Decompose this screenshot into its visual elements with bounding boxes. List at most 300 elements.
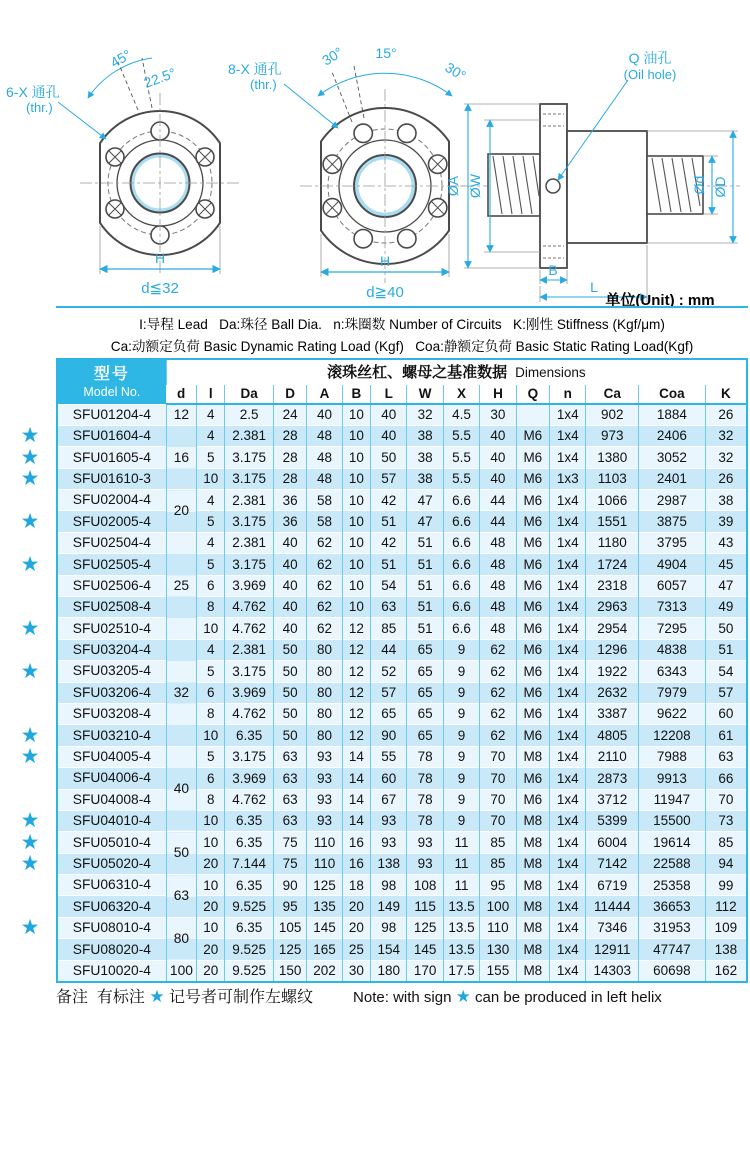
table-row bbox=[57, 490, 747, 511]
cell-l: 6 bbox=[197, 682, 225, 703]
cell-Q: M6 bbox=[516, 597, 549, 618]
cell-Da: 6.35 bbox=[225, 832, 274, 853]
cell-H: 48 bbox=[480, 554, 516, 575]
cell-A: 80 bbox=[307, 661, 342, 682]
cell-K: 54 bbox=[705, 661, 747, 682]
cell-H: 48 bbox=[480, 532, 516, 553]
cell-L: 98 bbox=[371, 917, 407, 938]
cell-Coa: 15500 bbox=[639, 810, 706, 831]
cell-Ca: 11444 bbox=[586, 896, 639, 917]
cell-B: 10 bbox=[342, 532, 370, 553]
cell-H: 62 bbox=[480, 703, 516, 724]
cell-X: 6.6 bbox=[443, 618, 479, 639]
cell-H: 30 bbox=[480, 404, 516, 425]
cell-n: 1x4 bbox=[550, 532, 586, 553]
cell-Da: 3.175 bbox=[225, 447, 274, 468]
cell-Ca: 1296 bbox=[586, 639, 639, 660]
cell-l: 5 bbox=[197, 554, 225, 575]
cell-A: 80 bbox=[307, 703, 342, 724]
cell-Coa: 4838 bbox=[639, 639, 706, 660]
left-helix-star-icon: ★ bbox=[20, 552, 40, 576]
cell-K: 49 bbox=[705, 597, 747, 618]
cell-K: 32 bbox=[705, 425, 747, 446]
cell-l: 10 bbox=[197, 832, 225, 853]
cell-L: 42 bbox=[371, 532, 407, 553]
cell-H: 40 bbox=[480, 447, 516, 468]
cell-n: 1x4 bbox=[550, 832, 586, 853]
cell-L: 180 bbox=[371, 960, 407, 981]
cell-L: 52 bbox=[371, 661, 407, 682]
cell-K: 38 bbox=[705, 490, 747, 511]
cell-Coa: 9913 bbox=[639, 768, 706, 789]
cell-model: SFU04005-4 bbox=[57, 746, 166, 767]
cell-l: 10 bbox=[197, 917, 225, 938]
cell-model: SFU04008-4 bbox=[57, 789, 166, 810]
model-no-header bbox=[57, 359, 166, 404]
left-d-range-label: d≦32 bbox=[141, 280, 179, 297]
cell-Q: M8 bbox=[516, 875, 549, 896]
cell-D: 63 bbox=[273, 746, 306, 767]
cell-B: 14 bbox=[342, 789, 370, 810]
cell-H: 85 bbox=[480, 832, 516, 853]
left-helix-star-icon: ★ bbox=[20, 808, 40, 832]
cell-Da: 2.5 bbox=[225, 404, 274, 425]
left-helix-star-icon: ★ bbox=[20, 616, 40, 640]
cell-Coa: 60698 bbox=[639, 960, 706, 981]
cell-D: 40 bbox=[273, 597, 306, 618]
cell-W: 65 bbox=[407, 639, 443, 660]
cell-Da: 3.175 bbox=[225, 468, 274, 489]
left-helix-star-icon: ★ bbox=[20, 423, 40, 447]
left-thr-label: (thr.) bbox=[26, 100, 53, 115]
cell-Ca: 4805 bbox=[586, 725, 639, 746]
cell-B: 20 bbox=[342, 917, 370, 938]
table-row bbox=[57, 468, 747, 489]
oil-hole-zh-label: Q 油孔 bbox=[628, 50, 672, 66]
cell-L: 54 bbox=[371, 575, 407, 596]
cell-Da: 9.525 bbox=[225, 939, 274, 960]
cell-D: 28 bbox=[273, 447, 306, 468]
col-header-H: H bbox=[480, 385, 516, 404]
dia-d-big-label: ØD bbox=[712, 176, 728, 198]
cell-W: 51 bbox=[407, 597, 443, 618]
cell-Ca: 973 bbox=[586, 425, 639, 446]
cell-Q: M8 bbox=[516, 853, 549, 874]
cell-A: 110 bbox=[307, 832, 342, 853]
cell-Da: 4.762 bbox=[225, 789, 274, 810]
cell-n: 1x4 bbox=[550, 917, 586, 938]
cell-D: 105 bbox=[273, 917, 306, 938]
cell-d: 25 bbox=[166, 532, 196, 639]
cell-X: 6.6 bbox=[443, 597, 479, 618]
cell-X: 6.6 bbox=[443, 575, 479, 596]
cell-Da: 2.381 bbox=[225, 532, 274, 553]
technical-diagrams bbox=[0, 0, 750, 310]
table-row bbox=[57, 746, 747, 767]
cell-Coa: 19614 bbox=[639, 832, 706, 853]
cell-H: 62 bbox=[480, 682, 516, 703]
cell-H: 155 bbox=[480, 960, 516, 981]
cell-Coa: 11947 bbox=[639, 789, 706, 810]
cell-model: SFU03208-4 bbox=[57, 703, 166, 724]
cell-l: 4 bbox=[197, 425, 225, 446]
cell-A: 80 bbox=[307, 725, 342, 746]
cell-X: 5.5 bbox=[443, 468, 479, 489]
cell-D: 150 bbox=[273, 960, 306, 981]
cell-H: 130 bbox=[480, 939, 516, 960]
dimensions-header-zh: 滚珠丝杠、螺母之基准数据 bbox=[327, 364, 508, 381]
cell-Coa: 2406 bbox=[639, 425, 706, 446]
cell-model: SFU02505-4 bbox=[57, 554, 166, 575]
cell-Da: 3.175 bbox=[225, 746, 274, 767]
cell-Ca: 1551 bbox=[586, 511, 639, 532]
cell-X: 11 bbox=[443, 853, 479, 874]
cell-B: 10 bbox=[342, 511, 370, 532]
cell-L: 51 bbox=[371, 511, 407, 532]
cell-K: 99 bbox=[705, 875, 747, 896]
cell-n: 1x4 bbox=[550, 575, 586, 596]
col-header-K: K bbox=[705, 385, 747, 404]
cell-W: 65 bbox=[407, 661, 443, 682]
oil-hole-en-label: (Oil hole) bbox=[623, 67, 677, 82]
cell-D: 36 bbox=[273, 490, 306, 511]
cell-D: 50 bbox=[273, 661, 306, 682]
left-h-dim-label: H bbox=[154, 250, 166, 266]
cell-B: 10 bbox=[342, 490, 370, 511]
cell-X: 9 bbox=[443, 725, 479, 746]
cell-B: 10 bbox=[342, 597, 370, 618]
cell-n: 1x4 bbox=[550, 490, 586, 511]
cell-n: 1x4 bbox=[550, 768, 586, 789]
cell-Q: M6 bbox=[516, 532, 549, 553]
cell-L: 98 bbox=[371, 875, 407, 896]
cell-K: 63 bbox=[705, 746, 747, 767]
cell-n: 1x4 bbox=[550, 597, 586, 618]
cell-Q: M6 bbox=[516, 618, 549, 639]
cell-n: 1x4 bbox=[550, 425, 586, 446]
cell-B: 25 bbox=[342, 939, 370, 960]
cell-W: 51 bbox=[407, 575, 443, 596]
cell-L: 60 bbox=[371, 768, 407, 789]
left-helix-star-icon: ★ bbox=[20, 723, 40, 747]
cell-H: 70 bbox=[480, 810, 516, 831]
cell-l: 4 bbox=[197, 532, 225, 553]
cell-H: 62 bbox=[480, 725, 516, 746]
cell-l: 20 bbox=[197, 939, 225, 960]
cell-A: 48 bbox=[307, 468, 342, 489]
cell-W: 93 bbox=[407, 853, 443, 874]
table-row bbox=[57, 447, 747, 468]
cell-L: 85 bbox=[371, 618, 407, 639]
cell-Q: M8 bbox=[516, 917, 549, 938]
left-helix-star-icon: ★ bbox=[20, 445, 40, 469]
cell-n: 1x4 bbox=[550, 725, 586, 746]
cell-X: 6.6 bbox=[443, 511, 479, 532]
cell-X: 4.5 bbox=[443, 404, 479, 425]
cell-Q: M6 bbox=[516, 575, 549, 596]
cell-n: 1x4 bbox=[550, 875, 586, 896]
model-header-en: Model No. bbox=[83, 385, 141, 399]
cell-Da: 2.381 bbox=[225, 425, 274, 446]
cell-D: 28 bbox=[273, 425, 306, 446]
cell-X: 13.5 bbox=[443, 939, 479, 960]
cell-K: 26 bbox=[705, 404, 747, 425]
cell-X: 5.5 bbox=[443, 425, 479, 446]
cell-D: 75 bbox=[273, 853, 306, 874]
cell-d: 20 bbox=[166, 490, 196, 533]
cell-model: SFU02506-4 bbox=[57, 575, 166, 596]
cell-n: 1x4 bbox=[550, 810, 586, 831]
cell-K: 50 bbox=[705, 618, 747, 639]
cell-A: 93 bbox=[307, 810, 342, 831]
cell-Da: 4.762 bbox=[225, 597, 274, 618]
table-row bbox=[57, 853, 747, 874]
cell-l: 8 bbox=[197, 789, 225, 810]
left-helix-star-icon: ★ bbox=[20, 744, 40, 768]
cell-X: 9 bbox=[443, 661, 479, 682]
cell-n: 1x4 bbox=[550, 939, 586, 960]
cell-n: 1x3 bbox=[550, 468, 586, 489]
abbreviation-legend bbox=[56, 306, 748, 358]
cell-Da: 6.35 bbox=[225, 875, 274, 896]
col-header-X: X bbox=[443, 385, 479, 404]
cell-Coa: 7988 bbox=[639, 746, 706, 767]
cell-Ca: 6719 bbox=[586, 875, 639, 896]
cell-model: SFU04010-4 bbox=[57, 810, 166, 831]
cell-W: 38 bbox=[407, 425, 443, 446]
cell-Ca: 5399 bbox=[586, 810, 639, 831]
cell-Q: M6 bbox=[516, 725, 549, 746]
cell-W: 108 bbox=[407, 875, 443, 896]
table-row bbox=[57, 810, 747, 831]
table-row bbox=[57, 917, 747, 938]
middle-holes-label: 8-X 通孔 bbox=[228, 61, 282, 77]
cell-H: 70 bbox=[480, 789, 516, 810]
cell-H: 48 bbox=[480, 618, 516, 639]
cell-X: 9 bbox=[443, 639, 479, 660]
cell-K: 73 bbox=[705, 810, 747, 831]
cell-Q: M6 bbox=[516, 639, 549, 660]
cell-l: 10 bbox=[197, 810, 225, 831]
angle-45-label: 45° bbox=[107, 46, 134, 71]
footnote-note bbox=[56, 984, 750, 1006]
cell-Ca: 6004 bbox=[586, 832, 639, 853]
cell-Coa: 2987 bbox=[639, 490, 706, 511]
cell-Ca: 14303 bbox=[586, 960, 639, 981]
cell-l: 4 bbox=[197, 490, 225, 511]
cell-n: 1x4 bbox=[550, 404, 586, 425]
cell-X: 9 bbox=[443, 746, 479, 767]
cell-Ca: 2873 bbox=[586, 768, 639, 789]
cell-l: 8 bbox=[197, 597, 225, 618]
cell-Da: 4.762 bbox=[225, 618, 274, 639]
cell-D: 50 bbox=[273, 725, 306, 746]
cell-L: 65 bbox=[371, 703, 407, 724]
cell-X: 9 bbox=[443, 682, 479, 703]
angle-15-label: 15° bbox=[375, 45, 397, 61]
footnote-zh-post: 记号者可制作左螺纹 bbox=[164, 989, 314, 1006]
unit-note: 单位(Unit) : mm bbox=[605, 292, 715, 309]
left-helix-star-icon: ★ bbox=[20, 915, 40, 939]
cell-K: 57 bbox=[705, 682, 747, 703]
footnote-zh-pre: 备注 有标注 bbox=[56, 989, 150, 1006]
cell-d: 40 bbox=[166, 746, 196, 832]
cell-W: 47 bbox=[407, 490, 443, 511]
cell-D: 125 bbox=[273, 939, 306, 960]
cell-D: 40 bbox=[273, 532, 306, 553]
cell-l: 20 bbox=[197, 896, 225, 917]
cell-Ca: 1066 bbox=[586, 490, 639, 511]
cell-l: 10 bbox=[197, 618, 225, 639]
cell-Q: M6 bbox=[516, 447, 549, 468]
cell-model: SFU03206-4 bbox=[57, 682, 166, 703]
cell-H: 95 bbox=[480, 875, 516, 896]
cell-Q: M8 bbox=[516, 896, 549, 917]
cell-W: 93 bbox=[407, 832, 443, 853]
cell-Coa: 6057 bbox=[639, 575, 706, 596]
cell-X: 9 bbox=[443, 810, 479, 831]
cell-X: 11 bbox=[443, 832, 479, 853]
cell-A: 202 bbox=[307, 960, 342, 981]
cell-Da: 9.525 bbox=[225, 896, 274, 917]
cell-Da: 2.381 bbox=[225, 639, 274, 660]
cell-A: 80 bbox=[307, 639, 342, 660]
cell-model: SFU05020-4 bbox=[57, 853, 166, 874]
left-helix-star-icon: ★ bbox=[20, 659, 40, 683]
cell-A: 110 bbox=[307, 853, 342, 874]
cell-D: 40 bbox=[273, 554, 306, 575]
cell-B: 10 bbox=[342, 554, 370, 575]
cell-A: 93 bbox=[307, 768, 342, 789]
cell-d: 32 bbox=[166, 639, 196, 746]
cell-n: 1x4 bbox=[550, 639, 586, 660]
dia-w-label: ØW bbox=[467, 173, 483, 199]
cell-n: 1x4 bbox=[550, 447, 586, 468]
cell-B: 12 bbox=[342, 682, 370, 703]
cell-Coa: 6343 bbox=[639, 661, 706, 682]
middle-thr-label: (thr.) bbox=[250, 77, 277, 92]
cell-n: 1x4 bbox=[550, 618, 586, 639]
cell-L: 51 bbox=[371, 554, 407, 575]
cell-K: 39 bbox=[705, 511, 747, 532]
cell-L: 40 bbox=[371, 425, 407, 446]
cell-B: 12 bbox=[342, 703, 370, 724]
cell-W: 38 bbox=[407, 447, 443, 468]
cell-Q: M8 bbox=[516, 960, 549, 981]
cell-l: 6 bbox=[197, 575, 225, 596]
cell-l: 10 bbox=[197, 468, 225, 489]
cell-W: 78 bbox=[407, 789, 443, 810]
cell-Q: M6 bbox=[516, 768, 549, 789]
cell-D: 36 bbox=[273, 511, 306, 532]
cell-D: 63 bbox=[273, 789, 306, 810]
cell-Ca: 1724 bbox=[586, 554, 639, 575]
cell-Q: M6 bbox=[516, 703, 549, 724]
cell-d: 50 bbox=[166, 832, 196, 875]
cell-model: SFU08010-4 bbox=[57, 917, 166, 938]
table-row bbox=[57, 618, 747, 639]
cell-L: 93 bbox=[371, 832, 407, 853]
angle-30-left-label: 30° bbox=[319, 43, 346, 69]
cell-Ca: 7346 bbox=[586, 917, 639, 938]
left-helix-star-icon: ★ bbox=[149, 987, 165, 1006]
cell-H: 40 bbox=[480, 425, 516, 446]
table-row bbox=[57, 597, 747, 618]
legend-line-2: Ca:动额定负荷 Basic Dynamic Rating Load (Kgf) Coa:静额定负荷 Basic Static Rating Load(Kgf) bbox=[110, 338, 694, 354]
cell-K: 26 bbox=[705, 468, 747, 489]
cell-model: SFU03204-4 bbox=[57, 639, 166, 660]
table-row bbox=[57, 896, 747, 917]
col-header-L: L bbox=[371, 385, 407, 404]
cell-Coa: 12208 bbox=[639, 725, 706, 746]
cell-Ca: 902 bbox=[586, 404, 639, 425]
cell-model: SFU03205-4 bbox=[57, 661, 166, 682]
cell-Q: M6 bbox=[516, 554, 549, 575]
cell-D: 75 bbox=[273, 832, 306, 853]
cell-d: 63 bbox=[166, 875, 196, 918]
cell-W: 51 bbox=[407, 554, 443, 575]
cell-l: 5 bbox=[197, 661, 225, 682]
cell-d: 16 bbox=[166, 425, 196, 489]
cell-Coa: 2401 bbox=[639, 468, 706, 489]
cell-Coa: 7979 bbox=[639, 682, 706, 703]
cell-Coa: 47747 bbox=[639, 939, 706, 960]
cell-L: 42 bbox=[371, 490, 407, 511]
col-header-A: A bbox=[307, 385, 342, 404]
cell-Q: M8 bbox=[516, 832, 549, 853]
cell-Q: M6 bbox=[516, 511, 549, 532]
b-dim-label: B bbox=[548, 262, 558, 278]
cell-Ca: 1103 bbox=[586, 468, 639, 489]
cell-n: 1x4 bbox=[550, 853, 586, 874]
cell-X: 6.6 bbox=[443, 554, 479, 575]
cell-H: 62 bbox=[480, 661, 516, 682]
cell-H: 85 bbox=[480, 853, 516, 874]
cell-W: 65 bbox=[407, 682, 443, 703]
cell-K: 43 bbox=[705, 532, 747, 553]
cell-L: 154 bbox=[371, 939, 407, 960]
cell-H: 110 bbox=[480, 917, 516, 938]
cell-d: 100 bbox=[166, 960, 196, 981]
cell-Q: M6 bbox=[516, 682, 549, 703]
cell-B: 10 bbox=[342, 468, 370, 489]
cell-Coa: 36653 bbox=[639, 896, 706, 917]
cell-Ca: 2110 bbox=[586, 746, 639, 767]
cell-d: 12 bbox=[166, 404, 196, 425]
cell-A: 62 bbox=[307, 575, 342, 596]
cell-H: 62 bbox=[480, 639, 516, 660]
cell-A: 40 bbox=[307, 404, 342, 425]
cell-n: 1x4 bbox=[550, 554, 586, 575]
cell-Da: 3.175 bbox=[225, 511, 274, 532]
cell-H: 70 bbox=[480, 768, 516, 789]
cell-B: 12 bbox=[342, 661, 370, 682]
cell-Ca: 2318 bbox=[586, 575, 639, 596]
cell-D: 90 bbox=[273, 875, 306, 896]
table-row bbox=[57, 425, 747, 446]
cell-l: 5 bbox=[197, 447, 225, 468]
cell-X: 9 bbox=[443, 703, 479, 724]
cell-model: SFU10020-4 bbox=[57, 960, 166, 981]
cell-W: 78 bbox=[407, 746, 443, 767]
dia-a-label: ØA bbox=[445, 175, 461, 197]
cell-Da: 3.969 bbox=[225, 682, 274, 703]
cell-L: 63 bbox=[371, 597, 407, 618]
cell-Ca: 12911 bbox=[586, 939, 639, 960]
cell-Q: M6 bbox=[516, 490, 549, 511]
cell-l: 10 bbox=[197, 875, 225, 896]
cell-Da: 2.381 bbox=[225, 490, 274, 511]
